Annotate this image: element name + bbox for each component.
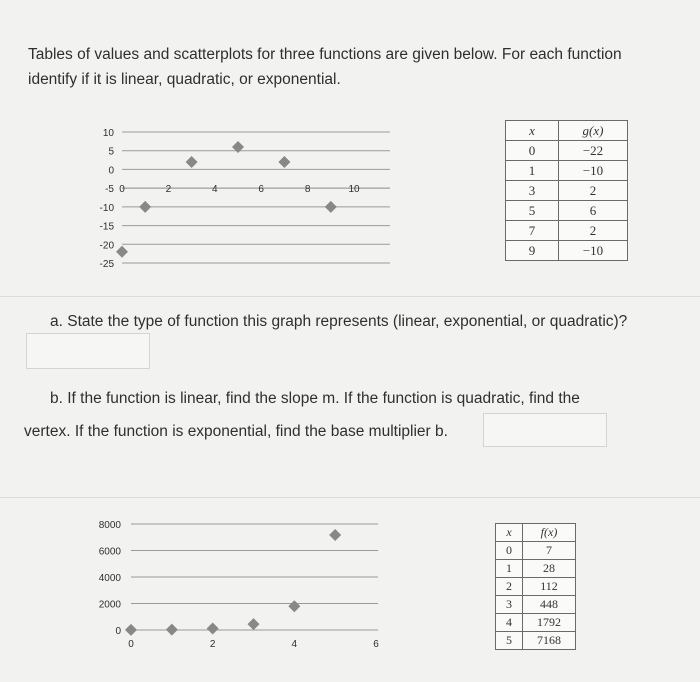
cell-fx: 7 (523, 542, 576, 560)
table-row (506, 201, 628, 221)
y-tick-label: 5 (108, 146, 114, 158)
question-b-line-1: b. If the function is linear, find the slope m. If the function is quadratic, find the (50, 390, 580, 407)
divider (0, 497, 700, 498)
table-row (506, 181, 628, 201)
y-tick-label: 8000 (98, 520, 121, 531)
cell-fx: 28 (523, 560, 576, 578)
table-row (506, 141, 628, 161)
cell-fx: −10 (559, 161, 628, 181)
cell-fx: 448 (523, 596, 576, 614)
data-point (186, 156, 198, 168)
data-point (125, 624, 137, 636)
data-point (207, 623, 219, 635)
scatterplot-f (88, 512, 398, 662)
header-x: x (496, 524, 523, 542)
x-tick-label: 6 (258, 184, 264, 196)
cell-fx: −22 (559, 141, 628, 161)
cell-x: 5 (496, 632, 523, 650)
cell-fx: 1792 (523, 614, 576, 632)
cell-fx: 7168 (523, 632, 576, 650)
cell-fx: 6 (559, 201, 628, 221)
y-tick-label: -5 (105, 184, 114, 196)
x-tick-label: 4 (291, 639, 298, 650)
cell-x: 3 (506, 181, 559, 201)
table-row (506, 161, 628, 181)
cell-fx: 2 (559, 221, 628, 241)
table-row (496, 614, 576, 632)
data-point (288, 600, 300, 612)
divider (0, 296, 700, 297)
header-fx: f(x) (523, 524, 576, 542)
cell-x: 1 (496, 560, 523, 578)
cell-x: 2 (496, 578, 523, 596)
intro-line-1: Tables of values and scatterplots for three functions are given below. For each function (28, 46, 622, 63)
scatterplot-g (90, 118, 400, 288)
table-row (506, 221, 628, 241)
y-tick-label: 10 (102, 128, 114, 139)
x-tick-label: 6 (373, 639, 379, 650)
y-tick-label: 6000 (98, 546, 121, 558)
cell-x: 4 (496, 614, 523, 632)
table-row (496, 560, 576, 578)
intro-text (28, 42, 678, 92)
data-point (248, 618, 260, 630)
table-header-row (506, 121, 628, 141)
y-tick-label: 2000 (98, 599, 121, 611)
data-point (329, 529, 341, 541)
y-tick-label: 0 (108, 165, 114, 177)
table-row (496, 578, 576, 596)
cell-x: 0 (506, 141, 559, 161)
intro-line-2: identify if it is linear, quadratic, or exponential. (28, 71, 341, 88)
x-tick-label: 10 (348, 184, 360, 196)
table-g-values (505, 120, 628, 261)
table-row (496, 596, 576, 614)
x-tick-label: 2 (165, 184, 172, 196)
y-tick-label: -25 (99, 259, 114, 270)
cell-fx: −10 (559, 241, 628, 261)
cell-x: 0 (496, 542, 523, 560)
data-point (139, 201, 151, 213)
x-tick-label: 0 (119, 184, 125, 196)
x-tick-label: 4 (212, 184, 218, 196)
data-point (166, 624, 178, 636)
table-f-values (495, 523, 576, 650)
header-gx: g(x) (559, 121, 628, 141)
x-tick-label: 2 (209, 639, 216, 650)
y-tick-label: 0 (115, 626, 121, 637)
x-tick-label: 0 (128, 639, 134, 650)
y-tick-label: -10 (99, 202, 114, 214)
cell-x: 3 (496, 596, 523, 614)
y-tick-label: 4000 (98, 573, 121, 584)
answer-a-input[interactable] (26, 333, 150, 369)
table-row (506, 241, 628, 261)
question-a: a. State the type of function this graph represents (linear, exponential, or quadratic)? (50, 313, 628, 330)
cell-x: 7 (506, 221, 559, 241)
y-tick-label: -20 (99, 240, 114, 252)
cell-x: 1 (506, 161, 559, 181)
cell-x: 5 (506, 201, 559, 221)
cell-x: 9 (506, 241, 559, 261)
data-point (325, 201, 337, 213)
answer-b-input[interactable] (483, 413, 607, 447)
y-tick-label: -15 (99, 221, 114, 233)
table-header-row (496, 524, 576, 542)
data-point (278, 156, 290, 168)
question-b-line-2: vertex. If the function is exponential, find the base multiplier b. (24, 423, 448, 440)
data-point (116, 246, 128, 258)
x-tick-label: 8 (304, 184, 311, 196)
cell-fx: 112 (523, 578, 576, 596)
table-row (496, 632, 576, 650)
cell-fx: 2 (559, 181, 628, 201)
header-x: x (506, 121, 559, 141)
table-row (496, 542, 576, 560)
